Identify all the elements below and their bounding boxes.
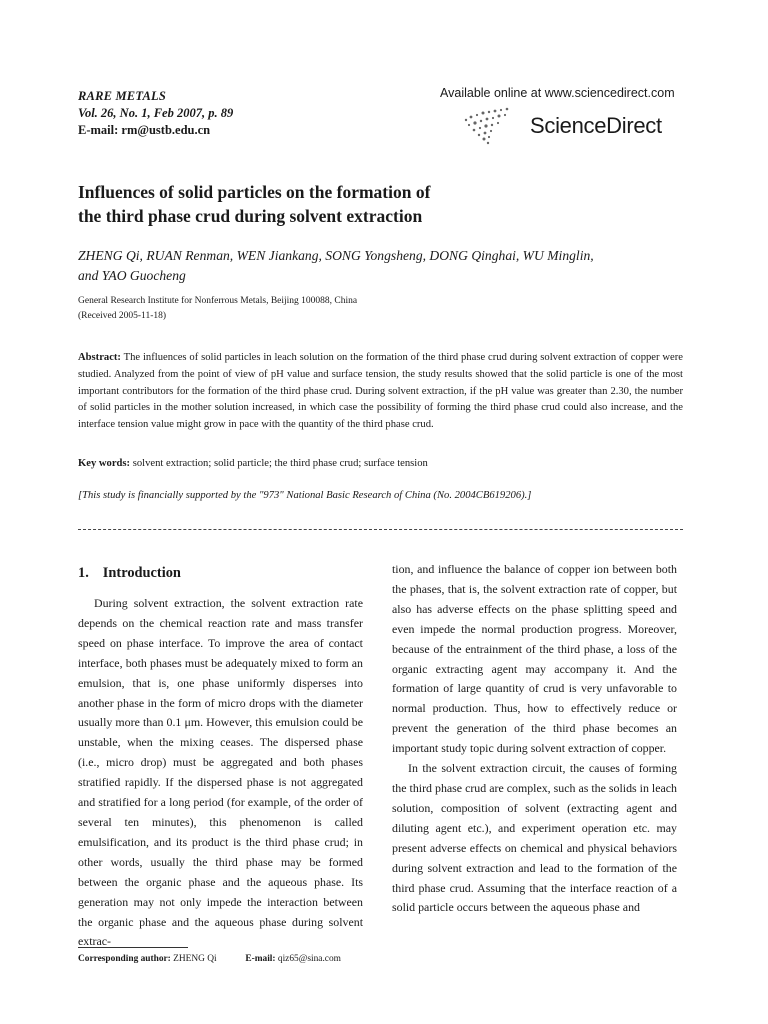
publisher-header [440, 86, 690, 146]
journal-name: RARE METALS [78, 89, 166, 103]
body-paragraph: In the solvent extraction circuit, the causes of forming the third phase crud are complex, such as the solids in leach solution, composition of solvent (extracting agent and diluting agent etc.), and experiment operation etc. may present adverse effects on chemical and physical behaviors during solvent extraction and lead to the formation of the third phase crud. Assuming that the interface reaction of a solid particle occurs between the aqueous phase and [392, 761, 677, 915]
email-label: E-mail: [245, 954, 276, 964]
journal-email: E-mail: rm@ustb.edu.cn [78, 123, 211, 137]
footnote [78, 952, 341, 966]
section-heading [78, 563, 363, 583]
section-number: 1. [78, 565, 89, 581]
title-line: the third phase crud during solvent extraction [78, 206, 423, 226]
section-title: Introduction [102, 565, 181, 581]
sciencedirect-logo-icon [460, 106, 522, 146]
volume-info: Vol. 26, No. 1, Feb 2007, p. 89 [78, 106, 234, 120]
received-date: (Received 2005-11-18) [78, 311, 167, 321]
section-divider [78, 529, 683, 530]
affiliation: General Research Institute for Nonferrous Metals, Beijing 100088, China [78, 296, 358, 306]
right-column [392, 560, 677, 918]
keywords-text: solvent extraction; solid particle; the third phase crud; surface tension [132, 458, 428, 469]
funding-text: [This study is financially supported by the "973" National Basic Research of China (No. 2004CB619206).] [78, 490, 532, 501]
available-online: Available online at www.sciencedirect.com [440, 86, 675, 100]
publisher-name: ScienceDirect [530, 113, 662, 138]
author-line: ZHENG Qi, RUAN Renman, WEN Jiankang, SONG Yongsheng, DONG Qinghai, WU Minglin, [78, 248, 594, 263]
abstract [78, 350, 683, 434]
title-line: Influences of solid particles on the formation of [78, 182, 431, 202]
abstract-text: The influences of solid particles in leach solution on the formation of the third phase crud during solvent extraction of copper were studied. Analyzed from the point of view of pH value and surface tension, the study results showed that the solid particle is one of the most important contributors for the formation of the third phase crud. During solvent extraction, if the pH value was greater than 2.30, the number of solid particles in the mother solution increased, in which case the possibility of forming the third phase crud could also increase, and the interface tension value might grow in pace with the quantity of the third phase crud. [78, 352, 683, 431]
left-column [78, 560, 363, 952]
body-paragraph: tion, and influence the balance of copper ion between both the phases, that is, the solvent extraction rate of copper, but also has adverse effects on the phase splitting speed and even impede the normal production progress. Moreover, because of the entrainment of the third phase, a loss of the organic extracting agent may accompany it. And the formation of large quantity of crud is very unfavorable to normal production. Thus, how to effectively reduce or prevent the generation of the third phase becomes an important study topic during solvent extraction of copper. [392, 562, 677, 756]
body-paragraph: During solvent extraction, the solvent extraction rate depends on the chemical reaction rate and mass transfer speed on phase interface. To improve the area of contact interface, both phases must be adequately mixed to form an emulsion, that is, one phase uniformly disperses into another phase in the form of micro drops with the diameter usually more than 0.1 μm. However, this emulsion could be unstable, when the mixing ceases. The dispersed phase (i.e., micro drop) must be aggregated and both phases stratified rapidly. If the dispersed phase is not aggregated and stratified for a long period (for example, of the order of several ten minutes), this phenomenon is called emulsification, and its product is the third phase crud; in other words, usually the third phase may be formed between the organic phase and the aqueous phase. Its generation may not only impede the interaction between the organic phase and the aqueous phase during solvent extrac- [78, 596, 363, 949]
paper-title [78, 180, 698, 228]
journal-header [78, 88, 233, 139]
affiliation-block [78, 294, 357, 324]
publisher-brand [440, 106, 690, 146]
funding-note [78, 488, 683, 504]
author-list [78, 246, 698, 286]
footnote-rule [78, 947, 188, 948]
author-line: and YAO Guocheng [78, 268, 186, 283]
keywords-label: Key words: [78, 458, 131, 469]
corresponding-label: Corresponding author: [78, 954, 171, 964]
corresponding-name: ZHENG Qi [173, 954, 217, 964]
abstract-label: Abstract: [78, 352, 121, 363]
keywords [78, 456, 683, 472]
email-value: qiz65@sina.com [277, 954, 341, 964]
